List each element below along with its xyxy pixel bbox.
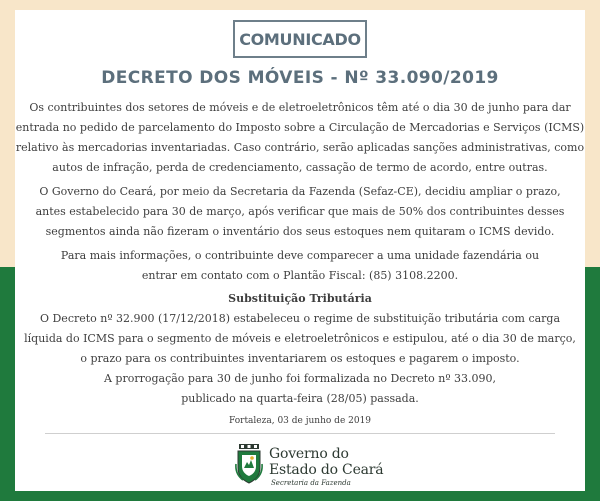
coat-of-arms-icon [235,444,263,484]
paragraph-line: A prorrogação para 30 de junho foi formalizada no Decreto nº 33.090, [103,372,497,385]
paragraph-line: O Decreto nº 32.900 (17/12/2018) estabeleceu o regime de substituição tributária com carga [39,312,561,325]
government-logo [235,442,395,488]
page-title: DECRETO DOS MÓVEIS - Nº 33.090/2019 [101,68,499,88]
paragraph-line: O Governo do Ceará, por meio da Secretaria da Fazenda (Sefaz-CE), decidiu ampliar o prazo, [39,185,561,198]
divider [45,433,555,434]
paragraph-line: relativo às mercadorias inventariadas. Caso contrário, serão aplicadas sanções administrativas, como [15,141,585,154]
paragraph-line: o prazo para os contribuintes inventariarem os estoques e pagarem o imposto. [80,352,520,365]
logo-text-governo: Governo do [269,446,349,462]
paragraph-line: líquida do ICMS para o segmento de móveis e eletroeletrônicos e estipulou, até o dia 30 de março, [24,332,576,345]
date-line: Fortaleza, 03 de junho de 2019 [228,416,372,426]
paragraph-substitution [15,309,585,409]
paragraph-contact [15,246,585,286]
notice-card [15,10,585,491]
paragraph-line: entrada no pedido de parcelamento do Imposto sobre a Circulação de Mercadorias e Serviços (ICMS) [15,121,585,134]
paragraph-line: Para mais informações, o contribuinte deve comparecer a uma unidade fazendária ou [60,249,540,262]
paragraph-line: antes estabelecido para 30 de março, após verificar que mais de 50% dos contribuintes desses [35,205,565,218]
logo-text-secretaria: Secretaria da Fazenda [271,479,351,487]
section-heading: Substituição Tributária [228,292,372,305]
logo-text-estado: Estado do Ceará [269,462,384,478]
paragraph-line: entrar em contato com o Plantão Fiscal: (85) 3108.2200. [141,269,459,282]
paragraph-line: segmentos ainda não fizeram o inventário dos seus estoques nem quitaram o ICMS devido. [45,225,555,238]
paragraph-line: autos de infração, perda de credenciamento, cassação de termo de acordo, entre outras. [52,161,548,174]
paragraph-deadline [15,98,585,178]
paragraph-extension [15,182,585,242]
comunicado-badge: COMUNICADO [233,20,367,58]
paragraph-line: publicado na quarta-feira (28/05) passada. [181,392,419,405]
paragraph-line: Os contribuintes dos setores de móveis e de eletroeletrônicos têm até o dia 30 de junho para dar [29,101,571,114]
